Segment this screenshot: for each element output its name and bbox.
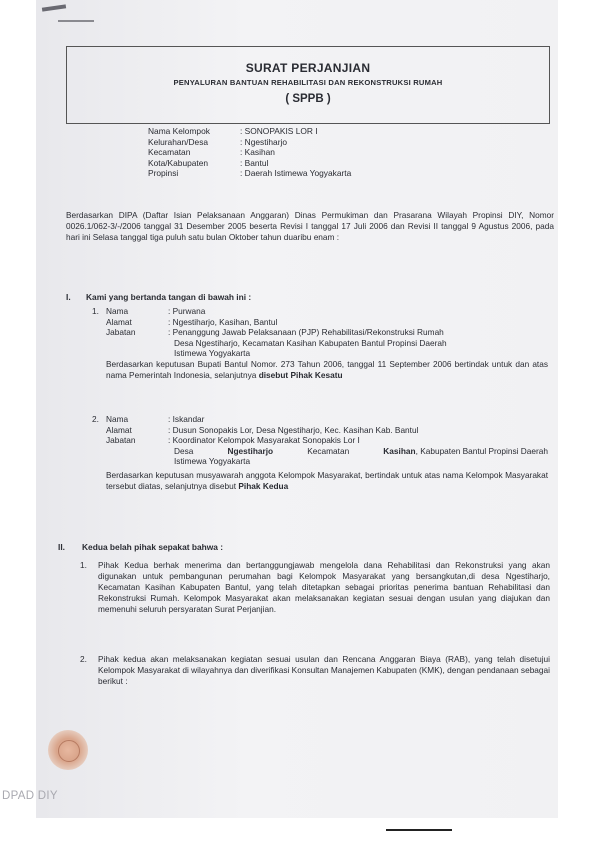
field-value-cont: Istimewa Yogyakarta [174, 456, 251, 467]
pen-mark [42, 4, 66, 11]
info-value: : Kasihan [240, 147, 275, 158]
party-1-position-row [92, 327, 548, 338]
pen-mark-line [58, 20, 94, 22]
group-info [148, 126, 351, 179]
field-label: Alamat [106, 316, 132, 327]
item-number: 1. [80, 560, 87, 570]
info-row [148, 137, 351, 148]
info-label: Kelurahan/Desa [148, 136, 209, 147]
bottom-rule [386, 829, 452, 831]
document-page [36, 0, 558, 818]
party-1-position-cont [92, 348, 548, 359]
field-value: : Dusun Sonopakis Lor, Desa Ngestiharjo, Kec. Kasihan Kab. Bantul [168, 424, 419, 435]
watermark-text: DPAD DIY [2, 790, 58, 802]
party-2-number: 2. [92, 414, 99, 424]
info-value: : Ngestiharjo [240, 136, 288, 147]
party-1-position-cont [92, 338, 548, 349]
text-fragment: Kecamatan [307, 445, 350, 456]
info-row [148, 168, 351, 179]
official-seal-logo [48, 730, 88, 770]
party-1-basis [106, 359, 548, 380]
field-label: Alamat [106, 424, 132, 435]
field-label: Nama [106, 306, 129, 316]
field-value-cont: Istimewa Yogyakarta [174, 348, 251, 359]
party-1-basis-text: Berdasarkan keputusan Bupati Bantul Nomor. 273 Tahun 2006, tanggal 11 September 2006 bertindak untuk dan atas nama Pemerintah Indonesia, selanjutnya [106, 358, 548, 380]
document-subtitle: PENYALURAN BANTUAN REHABILITASI DAN REKONSTRUKSI RUMAH [173, 78, 443, 87]
info-row [148, 158, 351, 169]
field-value-cont [168, 446, 548, 457]
info-label: Propinsi [148, 168, 179, 179]
item-text: Pihak Kedua berhak menerima dan bertanggungjawab mengelola dana Rehabilitasi dan Rekonstruksi yang akan digunakan untuk pembangunan perumahan bagi Kelompok Masyarakat yang bersangkutan,di desa Ngestiharjo, Kecamatan Kasihan Kabupaten Bantul, yang telah ditetapkan sebagai prioritas penerima bantuan Rehabilitasi dan Rekonstruksi Rumah. Kelompok Masyarakat akan melaksanakan kegiatan sesuai dengan usulan yang diajukan dan memenuhi seluruh persyaratan Surat Perjanjian. [98, 560, 550, 614]
party-2-address-row [92, 425, 548, 436]
party-2-name-row [92, 414, 548, 425]
party-2-position-cont [92, 456, 548, 467]
document-code: ( SPPB ) [285, 93, 331, 105]
party-2-basis-text: Berdasarkan keputusan musyawarah anggota Kelompok Masyarakat, bertindak untuk atas nama Kelompok Masyarakat tersebut diatas, selanjutnya disebut [106, 469, 548, 491]
info-row [148, 147, 351, 158]
info-value: : Bantul [240, 157, 269, 168]
field-value-cont: Desa Ngestiharjo, Kecamatan Kasihan Kabupaten Bantul Propinsi Daerah [174, 337, 447, 348]
info-value: : Daerah Istimewa Yogyakarta [240, 168, 352, 179]
field-value: : Koordinator Kelompok Masyarakat Sonopakis Lor I [168, 435, 360, 446]
village-name: Ngestiharjo [227, 445, 274, 456]
section-1-heading [66, 292, 251, 302]
info-value: : SONOPAKIS LOR I [240, 126, 318, 136]
party-2-position-cont [92, 446, 548, 457]
party-1-number: 1. [92, 306, 99, 316]
info-label: Kota/Kabupaten [148, 157, 209, 168]
party-2-block [92, 414, 548, 492]
field-value: : Purwana [168, 306, 206, 316]
item-text: Pihak kedua akan melaksanakan kegiatan sesuai usulan dan Rencana Anggaran Biaya (RAB), yang telah disetujui Kelompok Masyarakat di wilayahnya dan diverifikasi Konsultan Manajemen Kabupaten (KMK), dengan pendanaan sebagai berikut : [98, 654, 550, 686]
party-2-basis [106, 470, 548, 492]
info-label: Nama Kelompok [148, 126, 210, 136]
party-2-designation: Pihak Kedua [238, 480, 289, 491]
field-label: Nama [106, 414, 129, 424]
field-value: : Penanggung Jawab Pelaksanaan (PJP) Rehabilitasi/Rekonstruksi Rumah [168, 327, 444, 338]
section-2-number: II. [58, 542, 65, 552]
field-value: : Ngestiharjo, Kasihan, Bantul [168, 316, 278, 327]
party-1-address-row [92, 317, 548, 328]
field-label: Jabatan [106, 327, 136, 338]
document-title: SURAT PERJANJIAN [245, 61, 371, 75]
section-1-number: I. [66, 292, 71, 302]
field-value: : Iskandar [168, 414, 205, 424]
agreement-item-1 [80, 560, 550, 615]
party-1-name-row [92, 306, 548, 317]
info-row [148, 126, 351, 137]
section-1-title: Kami yang bertanda tangan di bawah ini : [86, 292, 252, 302]
text-fragment: Desa [174, 445, 194, 456]
section-2-heading [58, 542, 223, 552]
intro-paragraph: Berdasarkan DIPA (Daftar Isian Pelaksanaan Anggaran) Dinas Permukiman dan Prasarana Wilayah Propinsi DIY, Nomor 0026.1/062-3/-/2006 tanggal 31 Desember 2005 beserta Revisi I tanggal 17 Juli 2006 dan Revisi II tanggal 9 Agustus 2006, pada hari ini Selasa tanggal tiga puluh satu bulan Oktober tahun duaribu enam : [66, 210, 554, 242]
text-fragment: , Kabupaten Bantul Propinsi Daerah [415, 445, 548, 456]
info-label: Kecamatan [148, 147, 191, 158]
item-number: 2. [80, 654, 87, 664]
title-box [66, 46, 550, 124]
section-2-title: Kedua belah pihak sepakat bahwa : [82, 542, 224, 552]
field-label: Jabatan [106, 435, 136, 446]
party-1-designation: disebut Pihak Kesatu [258, 369, 343, 380]
district-name: Kasihan [383, 445, 416, 456]
party-2-position-row [92, 435, 548, 446]
agreement-item-2 [80, 654, 550, 687]
party-1-block [92, 306, 548, 380]
